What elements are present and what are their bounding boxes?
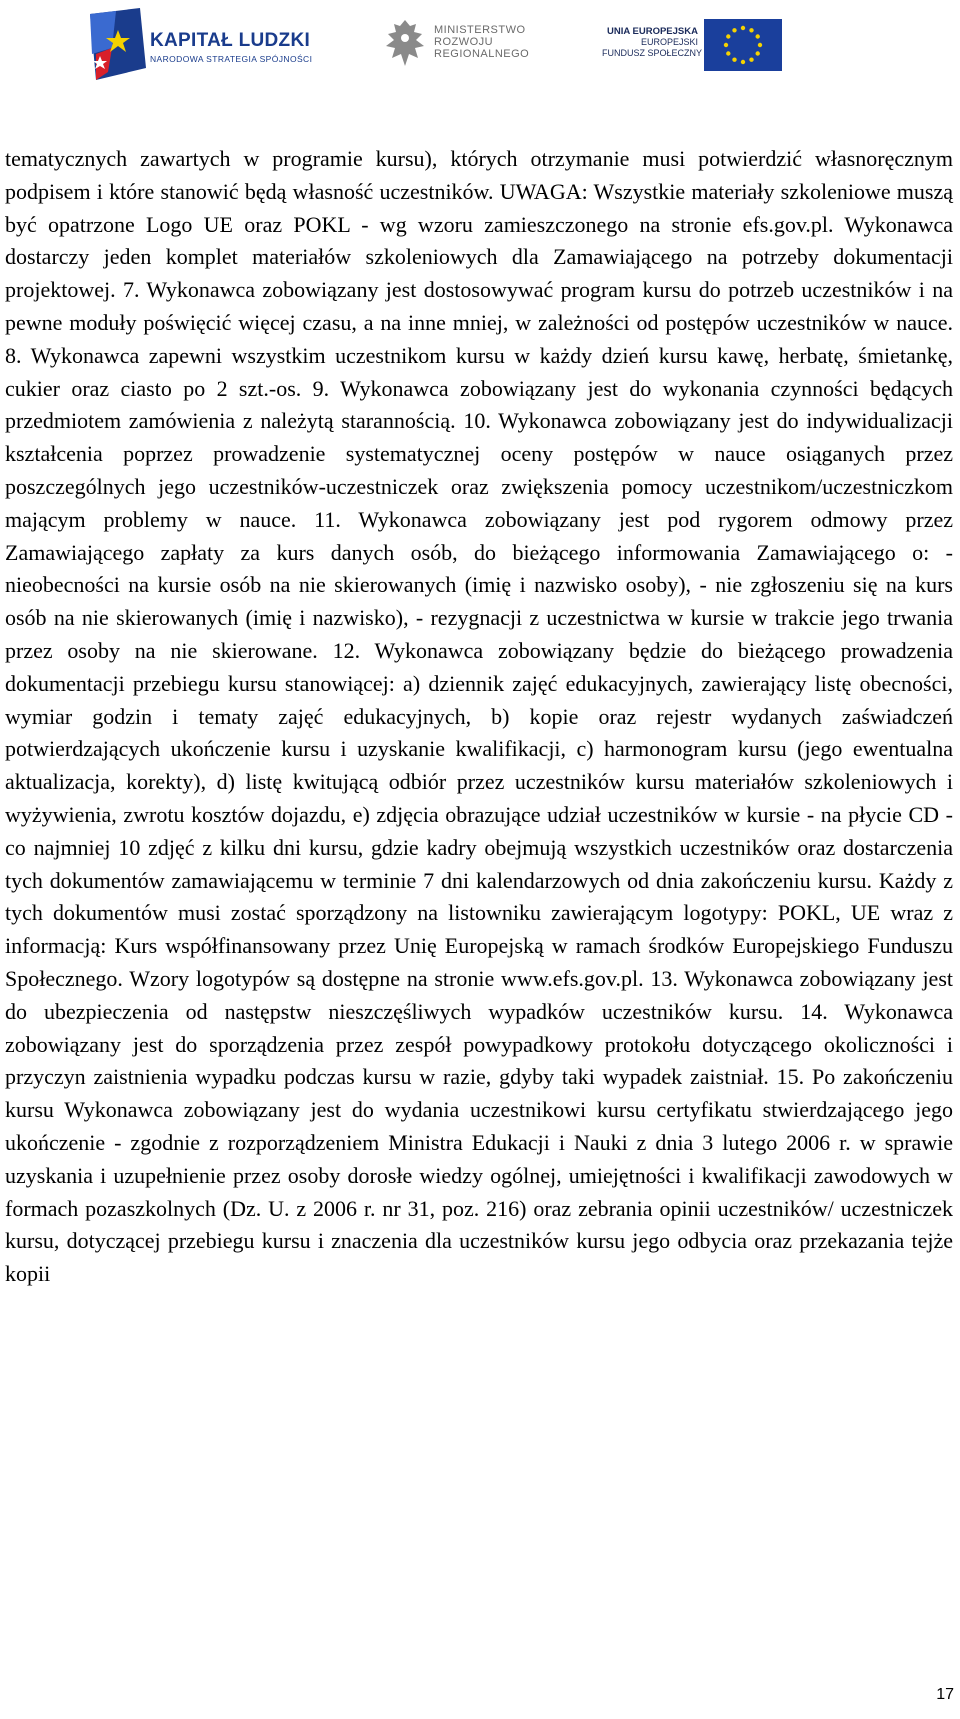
ministry-line-3: REGIONALNEGO	[434, 48, 530, 60]
logo-bar	[0, 0, 960, 90]
kapital-ludzki-title: KAPITAŁ LUDZKI	[150, 30, 311, 51]
page-number: 17	[936, 1686, 954, 1703]
eu-flag-icon	[704, 19, 782, 71]
kapital-ludzki-flag-icon	[88, 8, 148, 80]
eu-line-2: EUROPEJSKI	[640, 37, 698, 47]
eu-name	[602, 26, 703, 59]
kapital-ludzki-logo	[88, 8, 318, 80]
document-body	[5, 143, 953, 1291]
ministry-name	[434, 24, 529, 60]
eu-line-1: UNIA EUROPEJSKA	[607, 26, 698, 37]
ministry-logo	[382, 14, 542, 74]
eagle-emblem-icon	[382, 16, 428, 70]
ministry-line-2: ROZWOJU	[434, 36, 494, 48]
eu-logo	[602, 18, 782, 72]
ministry-line-1: MINISTERSTWO	[434, 24, 526, 36]
kapital-ludzki-subtitle: NARODOWA STRATEGIA SPÓJNOŚCI	[150, 54, 313, 64]
body-paragraph: tematycznych zawartych w programie kursu), których otrzymanie musi potwierdzić własnoręcznym podpisem i które stanowić będą własność uczestników. UWAGA: Wszystkie materiały szkoleniowe muszą być opatrzone Logo UE oraz POKL - wg wzoru zamieszczonego na stronie efs.gov.pl. Wykonawca dostarczy jeden komplet materiałów szkoleniowych dla Zamawiającego na potrzeby dokumentacji projektowej. 7. Wykonawca zobowiązany jest dostosowywać program kursu do potrzeb uczestników i na pewne moduły poświęcić więcej czasu, a na inne mniej, w zależności od postępów uczestników w nauce. 8. Wykonawca zapewni wszystkim uczestnikom kursu w każdy dzień kursu kawę, herbatę, śmietankę, cukier oraz ciasto po 2 szt.-os. 9. Wykonawca zobowiązany jest do wykonania czynności będących przedmiotem zamówienia z należytą starannością. 10. Wykonawca zobowiązany jest do indywidualizacji kształcenia poprzez prowadzenie systematycznej oceny postępów w nauce osiąganych przez poszczególnych jego uczestników-uczestniczek oraz zwiększenia pomocy uczestnikom/uczestniczkom mającym problemy w nauce. 11. Wykonawca zobowiązany jest pod rygorem odmowy przez Zamawiającego zapłaty za kurs danych osób, do bieżącego informowania Zamawiającego o: - nieobecności na kursie osób na nie skierowanych (imię i nazwisko osoby), - nie zgłoszeniu się na kurs osób na nie skierowanych (imię i nazwisko), - rezygnacji z uczestnictwa w kursie w trakcie jego trwania przez osoby na nie skierowane. 12. Wykonawca zobowiązany będzie do bieżącego prowadzenia dokumentacji przebiegu kursu stanowiącej: a) dziennik zajęć edukacyjnych, zawierający listę obecności, wymiar godzin i tematy zajęć edukacyjnych, b) kopie oraz rejestr wydanych zaświadczeń potwierdzających ukończenie kursu i uzyskanie kwalifikacji, c) harmonogram kursu (jego ewentualna aktualizacja, korekty), d) listę kwitującą odbiór przez uczestników kursu materiałów szkoleniowych i wyżywienia, zwrotu kosztów dojazdu, e) zdjęcia obrazujące udział uczestników w kursie - na płycie CD - co najmniej 10 zdjęć z kilku dni kursu, gdzie kadry obejmują wszystkich uczestników oraz dostarczenia tych dokumentów zamawiającemu w terminie 7 dni kalendarzowych od dnia zakończeniu kursu. Każdy z tych dokumentów musi zostać sporządzony na listowniku zawierającym logotypy: POKL, UE wraz z informacją: Kurs współfinansowany przez Unię Europejską w ramach środków Europejskiego Funduszu Społecznego. Wzory logotypów są dostępne na stronie www.efs.gov.pl. 13. Wykonawca zobowiązany jest do ubezpieczenia od następstw nieszczęśliwych wypadków uczestników kursu. 14. Wykonawca zobowiązany jest do sporządzenia przez zespół powypadkowy protokołu dotyczącego okoliczności i przyczyn zaistnienia wypadku podczas kursu w razie, gdyby taki wypadek zaistniał. 15. Po zakończeniu kursu Wykonawca zobowiązany jest do wydania uczestnikowi kursu certyfikatu stwierdzającego jego ukończenie - zgodnie z rozporządzeniem Ministra Edukacji i Nauki z dnia 3 lutego 2006 r. w sprawie uzyskania i uzupełnienie przez osoby dorosłe wiedzy ogólnej, umiejętności i kwalifikacji zawodowych w formach pozaszkolnych (Dz. U. z 2006 r. nr 31, poz. 216) oraz zebrania opinii uczestników/ uczestniczek kursu, dotyczącej przebiegu kursu i znaczenia dla uczestników kursu jego odbycia oraz przekazania tejże kopii	[5, 146, 953, 1287]
eu-line-3: FUNDUSZ SPOŁECZNY	[602, 48, 703, 58]
